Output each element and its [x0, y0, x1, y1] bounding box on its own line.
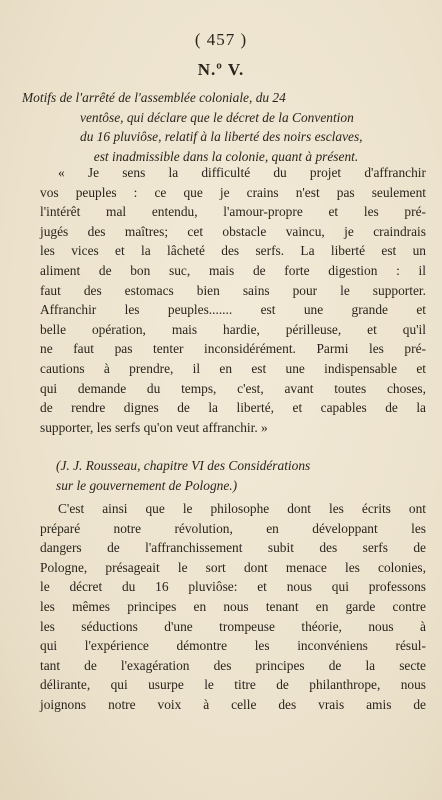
quote-line: « Je sens la difficulté du projet d'affranchir	[58, 165, 426, 180]
rousseau-quote	[40, 163, 426, 437]
heading-line: Motifs de l'arrêté de l'assemblée coloniale, du 24	[22, 90, 286, 105]
quote-line: vos peuples : ce que je crains n'est pas seulement	[40, 184, 426, 200]
quote-citation	[56, 456, 426, 495]
paragraph-line: Pologne, présageait le sort dont menace les colonies,	[40, 559, 426, 575]
paragraph-line: les séductions d'une trompeuse théorie, nous à	[40, 618, 426, 634]
quote-line: supporter, les serfs qu'on veut affranchir. »	[40, 419, 268, 435]
quote-line: l'intérêt mal entendu, l'amour-propre et les pré-	[40, 204, 426, 220]
quote-line: Affranchir les peuples....... est une grande et	[40, 302, 426, 318]
quote-line: qui demande du temps, c'est, avant toutes choses,	[40, 380, 426, 396]
heading-line: ventôse, qui déclare que le décret de la Convention	[80, 109, 354, 125]
paragraph-line: préparé notre révolution, en développant les	[40, 520, 426, 536]
quote-line: de rendre dignes de la liberté, et capables de la	[40, 400, 426, 416]
paragraph-line: C'est ainsi que le philosophe dont les écrits ont	[58, 501, 426, 516]
citation-line: sur le gouvernement de Pologne.)	[56, 477, 238, 493]
page-number: ( 457 )	[194, 30, 248, 49]
heading-line: du 16 pluviôse, relatif à la liberté des noirs esclaves,	[80, 129, 363, 144]
quote-line: cautions à prendre, il en est une indispensable et	[40, 360, 426, 376]
paragraph-line: le décret du 16 pluviôse: et nous qui professons	[40, 579, 426, 595]
quote-line: les vices et la lâcheté des serfs. La liberté est un	[40, 243, 426, 259]
quote-line: belle opération, mais hardie, périlleuse, et qu'il	[40, 321, 426, 337]
section-number: N.º V.	[197, 60, 245, 79]
heading-line: est inadmissible dans la colonie, quant à présent.	[93, 148, 359, 164]
quote-line: ne faut pas tenter inconsidérément. Parmi les pré-	[40, 341, 426, 357]
paragraph-line: dangers de l'affranchissement subit des serfs de	[40, 540, 426, 556]
quote-line: faut des estomacs bien sains pour le supporter.	[40, 282, 426, 298]
paragraph-line: tant de l'exagération des principes de la secte	[40, 657, 426, 673]
citation-line: (J. J. Rousseau, chapitre VI des Considérations	[56, 458, 311, 473]
quote-line: jugés des maîtres; cet obstacle vaincu, je craindrais	[40, 223, 426, 239]
body-paragraph	[40, 499, 426, 715]
quote-line: aliment de bon suc, mais de forte digestion : il	[40, 262, 426, 278]
paragraph-line: les mêmes principes en nous tenant en garde contre	[40, 598, 426, 614]
paragraph-line: qui l'expérience démontre les inconvéniens résul-	[40, 638, 426, 654]
paragraph-line: délirante, qui usurpe le titre de philanthrope, nous	[40, 677, 426, 693]
document-heading	[22, 88, 426, 166]
paragraph-line: joignons notre voix à celle des vrais amis de	[40, 696, 426, 712]
